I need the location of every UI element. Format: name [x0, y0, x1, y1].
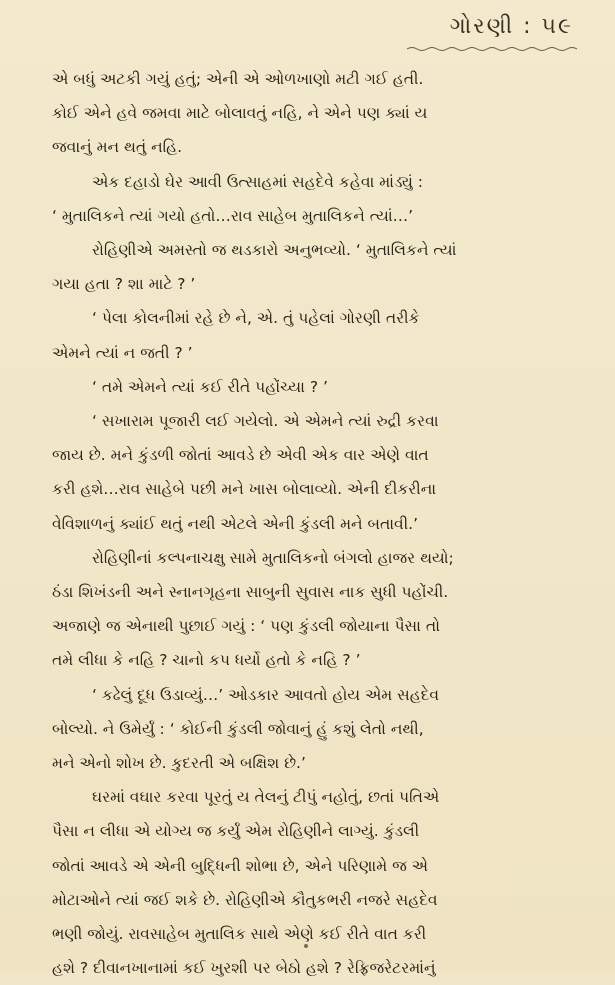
text-line: કરી હશે…રાવ સાહેબે પછી મને ખાસ બોલાવ્યો. એની દીકરીના [52, 480, 437, 499]
text-line: ગયા હતા ? શા માટે ? ’ [52, 275, 196, 294]
paragraph [52, 267, 577, 301]
paragraph [52, 301, 577, 335]
paragraph [52, 62, 577, 165]
page-body-text [52, 62, 577, 985]
paragraph [52, 780, 577, 814]
text-line: એ બધું અટકી ગયું હતું; એની એ ઓળખાણો મટી ગઈ હતી. [52, 70, 424, 88]
paragraph [52, 438, 577, 541]
text-line: ‘ કઢેલું દૂધ ઉડાવ્યું…’ ઓડકાર આવતો હોય એમ સહદેવ [92, 685, 440, 704]
paragraph [52, 233, 577, 267]
text-line: રોહિણીનાં કલ્પનાચક્ષુ સામે મુતાલિકનો બંગલો હાજર થયો; [92, 548, 454, 567]
text-line: જવાનું મન થતું નહિ. [52, 138, 183, 157]
text-line: ‘ સખારામ પૂજારી લઈ ગયેલો. એ એમને ત્યાં રુદ્રી કરવા [92, 412, 439, 431]
text-line: ભણી જોયું. રાવસાહેબ મુતાલિક સાથે એણે કઈ રીતે વાત કરી [52, 925, 427, 944]
paragraph [52, 814, 577, 985]
text-line: વેવિશાળનું ક્યાંઈ થતું નથી એટલે એની કુંડલી મને બતાવી.’ [52, 514, 418, 533]
text-line: તમે લીધા કે નહિ ? ચાનો કપ ધર્યો હતો કે નહિ ? ’ [52, 651, 361, 670]
text-line: ‘ પેલા કોલનીમાં રહે છે ને, એ. તું પહેલાં ગોરણી તરીકે [92, 309, 420, 328]
text-line: મોટાઓને ત્યાં જઈ શકે છે. રોહિણીએ કૌતુકભરી નજરે સહદેવ [52, 890, 438, 909]
running-header: ગોરણી : ૫૯ [449, 14, 573, 39]
text-line: ‘ મુતાલિકને ત્યાં ગયો હતો…રાવ સાહેબ મુતાલિકને ત્યાં…’ [52, 206, 414, 225]
text-line: ઠંડા શિખંડની અને સ્નાનગૃહના સાબુની સુવાસ નાક સુધી પહોંચી. [52, 583, 449, 602]
text-line: પૈસા ન લીધા એ યોગ્ય જ કર્યું એમ રોહિણીને લાગ્યું. કુંડલી [52, 822, 420, 841]
text-line: હશે ? દીવાનખાનામાં કઈ ખુરશી પર બેઠો હશે ? રેફ્રિજરેટરમાંનું [52, 959, 436, 978]
text-line: જોતાં આવડે એ એની બુદ્ધિની શોભા છે, એને પરિણામે જ એ [52, 856, 429, 875]
paragraph [52, 199, 577, 233]
paragraph [52, 404, 577, 438]
paragraph [52, 541, 577, 575]
text-line: ઘરમાં વઘાર કરવા પૂરતું ય તેલનું ટીપું નહોતું, છતાં પતિએ [92, 788, 440, 807]
text-line: જાય છે. મને કુંડળી જોતાં આવડે છે એવી એક વાર એણે વાત [52, 446, 429, 465]
page-speck [304, 944, 308, 948]
paragraph [52, 678, 577, 712]
text-line: કોઈ એને હવે જમવા માટે બોલાવતું નહિ, ને એને પણ ક્યાં ય [52, 104, 428, 123]
paragraph [52, 370, 577, 404]
text-line: બોલ્યો. ને ઉમેર્યું : ‘ કોઈની કુંડલી જોવાનું હું કશું લેતો નથી, [52, 719, 424, 738]
text-line: રોહિણીએ અમસ્તો જ થડકારો અનુભવ્યો. ‘ મુતાલિકને ત્યાં [92, 241, 457, 260]
paragraph [52, 165, 577, 199]
header-wavy-rule [407, 46, 577, 52]
text-line: મને એનો શોખ છે. કુદરતી એ બક્ષિશ છે.’ [52, 754, 306, 773]
paragraph [52, 336, 577, 370]
text-line: એમને ત્યાં ન જતી ? ’ [52, 343, 193, 362]
paragraph [52, 712, 577, 780]
text-line: ‘ તમે એમને ત્યાં કઈ રીતે પહોંચ્યા ? ’ [92, 377, 328, 396]
paragraph [52, 575, 577, 678]
text-line: એક દહાડો ઘેર આવી ઉત્સાહમાં સહદેવે કહેવા માંડ્યું : [92, 172, 424, 191]
text-line: અજાણે જ એનાથી પુછાઈ ગયું : ‘ પણ કુંડલી જોયાના પૈસા તો [52, 617, 440, 636]
